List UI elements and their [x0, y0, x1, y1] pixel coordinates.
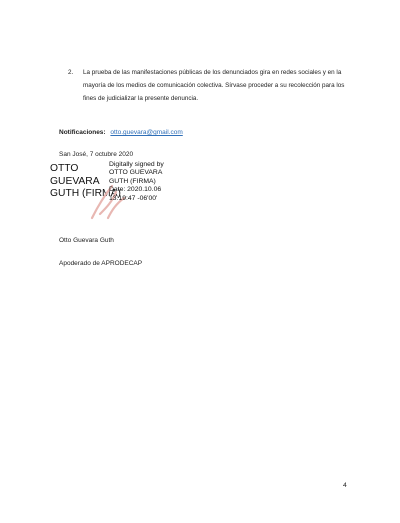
list-item-number: 2.	[68, 69, 74, 76]
signature-detail-line: GUTH (FIRMA)	[109, 177, 156, 185]
signature-detail-line: Date: 2020.10.06	[109, 186, 162, 194]
list-item-text: La prueba de las manifestaciones públicas de los denunciados gira en redes sociales y en la mayoría de los medios de comunicación colectiva. Sírvase proceder a su recolección para los fines de judicializar la presente denuncia.	[83, 69, 345, 103]
evidence-list-item	[68, 66, 358, 106]
date-line: San José, 7 octubre 2020	[59, 151, 134, 158]
signature-name-line: GUTH (FIRMA)	[50, 188, 121, 199]
notifications-email-link[interactable]: otto.guevara@gmail.com	[110, 129, 183, 136]
signature-detail-line: Digitally signed by	[109, 161, 164, 168]
page-number: 4	[343, 482, 347, 489]
notifications-line	[59, 128, 183, 138]
notifications-label: Notificaciones:	[59, 129, 106, 136]
digital-signature-details	[109, 161, 164, 203]
signature-detail-line: OTTO GUEVARA	[109, 169, 163, 177]
signature-name-line: GUEVARA	[50, 175, 100, 187]
signature-detail-line: 13:19:47 -06'00'	[109, 194, 158, 202]
signature-name-line: OTTO	[50, 163, 79, 174]
signer-role: Apoderado de APRODECAP	[59, 260, 143, 267]
signer-name: Otto Guevara Guth	[59, 237, 114, 244]
